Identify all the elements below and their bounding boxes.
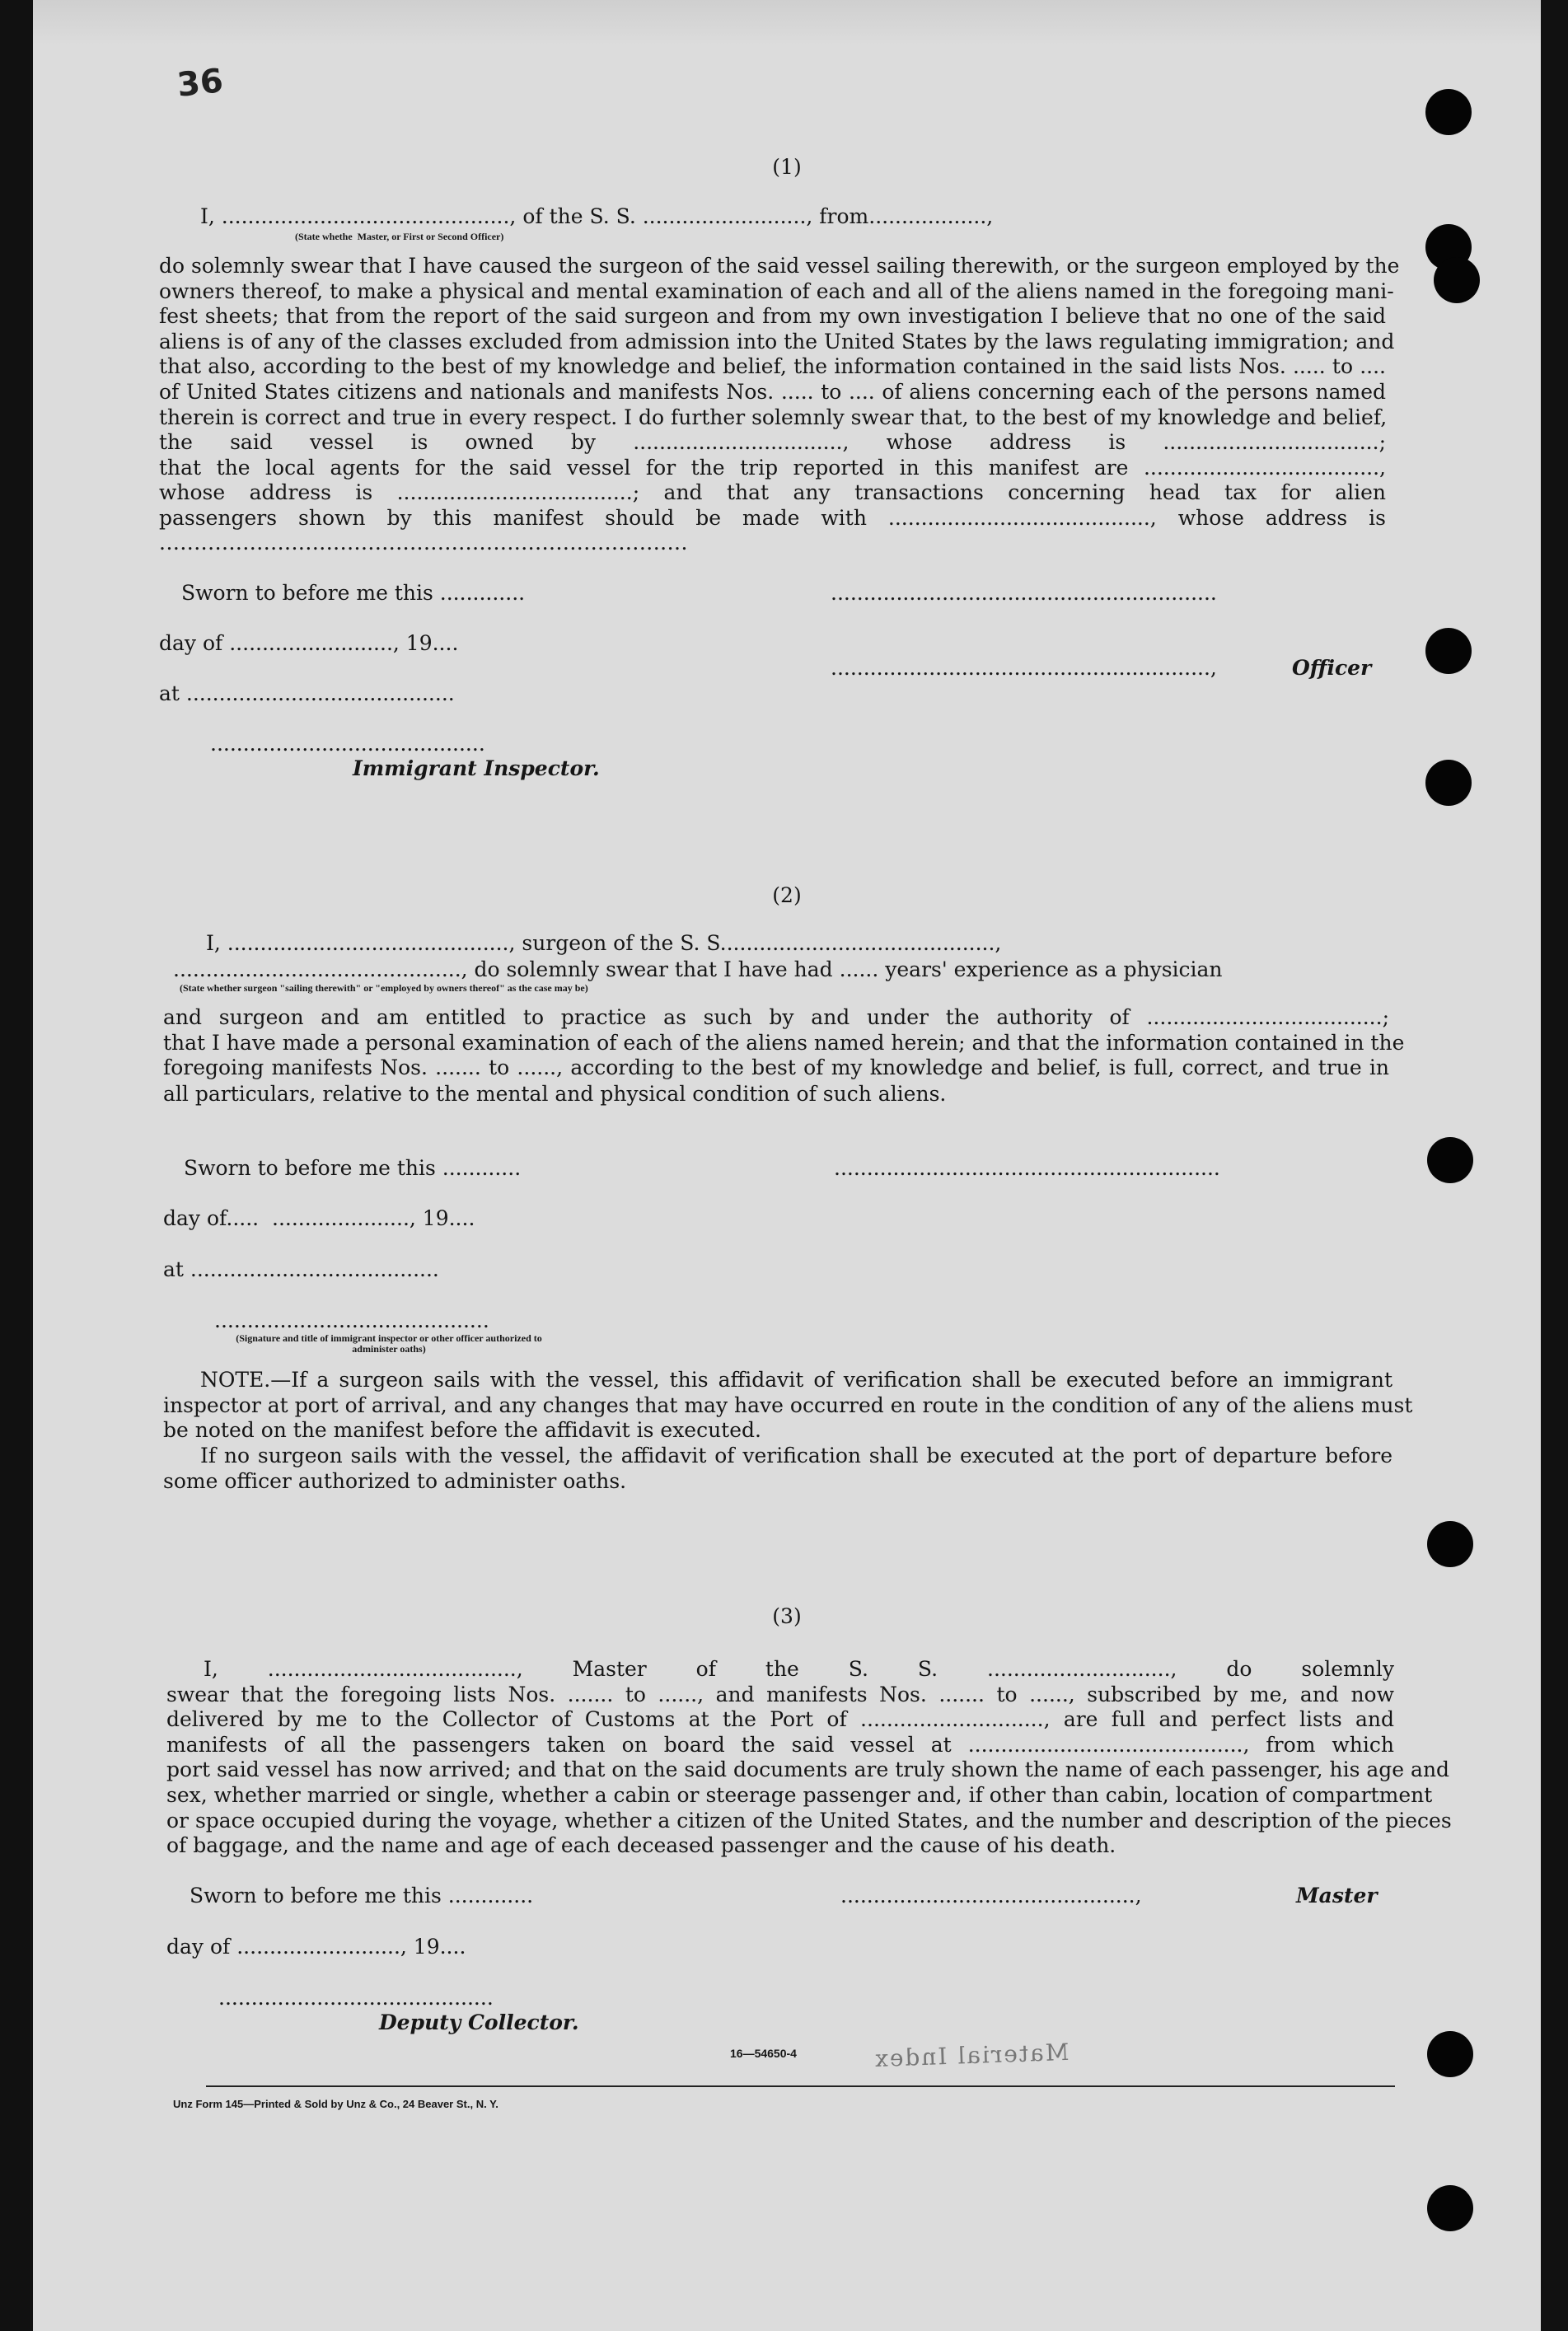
officer-label: Officer (1292, 656, 1372, 680)
body-line: aliens is of any of the classes excluded from admission into the United States by the laws regulating immigration; and (159, 329, 1395, 353)
body-line: passengers shown by this manifest should be made with ........................................, whose address is (159, 505, 1386, 530)
section-3-signature-line: .......................................... (218, 1986, 494, 2010)
section-3-sworn: Sworn to before me this ............. (190, 1884, 534, 1907)
section-1-right-signature-line: ........................................................... (831, 581, 1217, 605)
punch-hole (1427, 1521, 1473, 1567)
body-line: sex, whether married or single, whether a cabin or steerage passenger and, if other than cabin, location of compartment (166, 1782, 1433, 1807)
punch-hole (1425, 628, 1472, 674)
section-1-opening-note: (State whethe Master, or First or Second Officer) (295, 231, 504, 242)
body-line: manifests of all the passengers taken on board the said vessel at .........................................., from which (166, 1732, 1394, 1757)
section-2-line-2-note: (State whether surgeon "sailing therewith" or "employed by owners thereof" as the case may be) (180, 982, 588, 994)
body-line: that I have made a personal examination of each of the aliens named herein; and that the information contained in the (163, 1030, 1405, 1055)
section-1-sworn: Sworn to before me this ............. (181, 581, 526, 605)
punch-hole (1425, 760, 1472, 806)
note-line: If no surgeon sails with the vessel, the affidavit of verification shall be executed at the port of departure before (200, 1444, 1392, 1467)
section-2-line-2: ............................................, do solemnly swear that I have had ...... years' experience as a physician (173, 957, 1223, 981)
form-code: 16—54650-4 (730, 2047, 797, 2060)
section-3-heading: (3) (772, 1604, 802, 1628)
officer-signature-line: .........................................................., (831, 656, 1217, 680)
section-1-heading: (1) (772, 155, 802, 179)
note-paragraph-b (163, 1444, 1392, 1469)
body-line: the said vessel is owned by ................................, whose address is .................................; (159, 430, 1386, 455)
body-line: delivered by me to the Collector of Customs at the Port of ............................, are full and perfect lists and (166, 1707, 1394, 1732)
manifest-page (33, 0, 1541, 2331)
bleed-through-text: Material Index (873, 2038, 1070, 2073)
section-1-body-tail: ............................................................................ (159, 531, 688, 555)
punch-hole (1427, 2031, 1473, 2077)
section-1-opening: I, ............................................, of the S. S. ........................., from.................., (200, 204, 994, 228)
master-signature-line: ............................................., (840, 1884, 1142, 1907)
body-line: foregoing manifests Nos. ....... to ......, according to the best of my knowledge and belief, is full, correct, and true in (163, 1056, 1389, 1080)
body-line: or space occupied during the voyage, whether a citizen of the United States, and the number and description of the pieces (166, 1808, 1452, 1833)
master-label: Master (1296, 1884, 1378, 1907)
note-paragraph (163, 1368, 1413, 1418)
body-line: fest sheets; that from the report of the said surgeon and from my own investigation I believe that no one of the said (159, 304, 1386, 329)
section-2-body-tail: all particulars, relative to the mental and physical condition of such aliens. (163, 1082, 947, 1106)
section-2-sworn: Sworn to before me this ............ (184, 1156, 522, 1180)
section-3-day-of: day of ........................., 19.... (166, 1935, 466, 1959)
section-2-day-of: day of..... ....................., 19.... (163, 1206, 475, 1230)
body-line: that also, according to the best of my knowledge and belief, the information contained in the said lists Nos. ..... to .... (159, 354, 1386, 379)
deputy-collector-label: Deputy Collector. (379, 2010, 579, 2034)
printer-credit: Unz Form 145—Printed & Sold by Unz & Co., 24 Beaver St., N. Y. (173, 2098, 498, 2110)
section-2-signature-note: (Signature and title of immigrant inspector or other officer authorized to administer oaths) (236, 1332, 542, 1355)
section-2-line-1: I, ..........................................., surgeon of the S. S.........................................., (206, 931, 1002, 955)
section-2-signature-line: .......................................... (214, 1308, 489, 1332)
handwritten-page-number: 36 (175, 62, 225, 105)
body-line: swear that the foregoing lists Nos. ....... to ......, and manifests Nos. ....... to ......, subscribed by me, and now (166, 1682, 1394, 1706)
section-2-at: at ...................................... (163, 1257, 439, 1281)
note-line: inspector at port of arrival, and any changes that may have occurred en route in the condition of any of the aliens must (163, 1393, 1413, 1417)
section-3-body-tail: of baggage, and the name and age of each deceased passenger and the cause of his death. (166, 1833, 1116, 1857)
note-line-tail: be noted on the manifest before the affidavit is executed. (163, 1418, 761, 1442)
punch-hole (1427, 1137, 1473, 1183)
body-line: whose address is ....................................; and that any transactions concerning head tax for alien (159, 480, 1386, 505)
body-line: of United States citizens and nationals and manifests Nos. ..... to .... of aliens concerning each of the persons named (159, 379, 1386, 404)
immigrant-inspector-label: Immigrant Inspector. (353, 756, 600, 780)
body-line: that the local agents for the said vessel for the trip reported in this manifest are ...................................., (159, 455, 1386, 480)
punch-hole (1427, 2185, 1473, 2231)
section-1-body (159, 254, 1400, 531)
note-line: NOTE.—If a surgeon sails with the vessel, this affidavit of verification shall be executed before an immigrant (200, 1368, 1392, 1392)
section-2-body (163, 1005, 1405, 1081)
section-1-at: at ......................................... (159, 681, 455, 705)
section-1-signature-line: .......................................... (210, 732, 485, 756)
body-line: owners thereof, to make a physical and mental examination of each and all of the aliens named in the foregoing mani- (159, 279, 1394, 303)
note-line-tail: some officer authorized to administer oaths. (163, 1469, 627, 1493)
body-line: I, ......................................, Master of the S. S. ............................, do solemnly (204, 1657, 1394, 1681)
body-line: port said vessel has now arrived; and that on the said documents are truly shown the name of each passenger, his age and (166, 1758, 1450, 1782)
body-line: and surgeon and am entitled to practice as such by and under the authority of ....................................; (163, 1005, 1389, 1029)
body-line: do solemnly swear that I have caused the surgeon of the said vessel sailing therewith, or the surgeon employed by the (159, 254, 1400, 278)
section-2-right-signature-line: ........................................................... (834, 1156, 1220, 1180)
footer-rule (206, 2085, 1395, 2087)
section-3-body (166, 1657, 1452, 1833)
body-line: therein is correct and true in every respect. I do further solemnly swear that, to the best of my knowledge and belief, (159, 405, 1388, 429)
punch-hole (1434, 257, 1480, 303)
punch-hole (1425, 89, 1472, 135)
section-2-heading: (2) (772, 883, 802, 907)
section-1-day-of: day of ........................., 19.... (159, 631, 459, 655)
